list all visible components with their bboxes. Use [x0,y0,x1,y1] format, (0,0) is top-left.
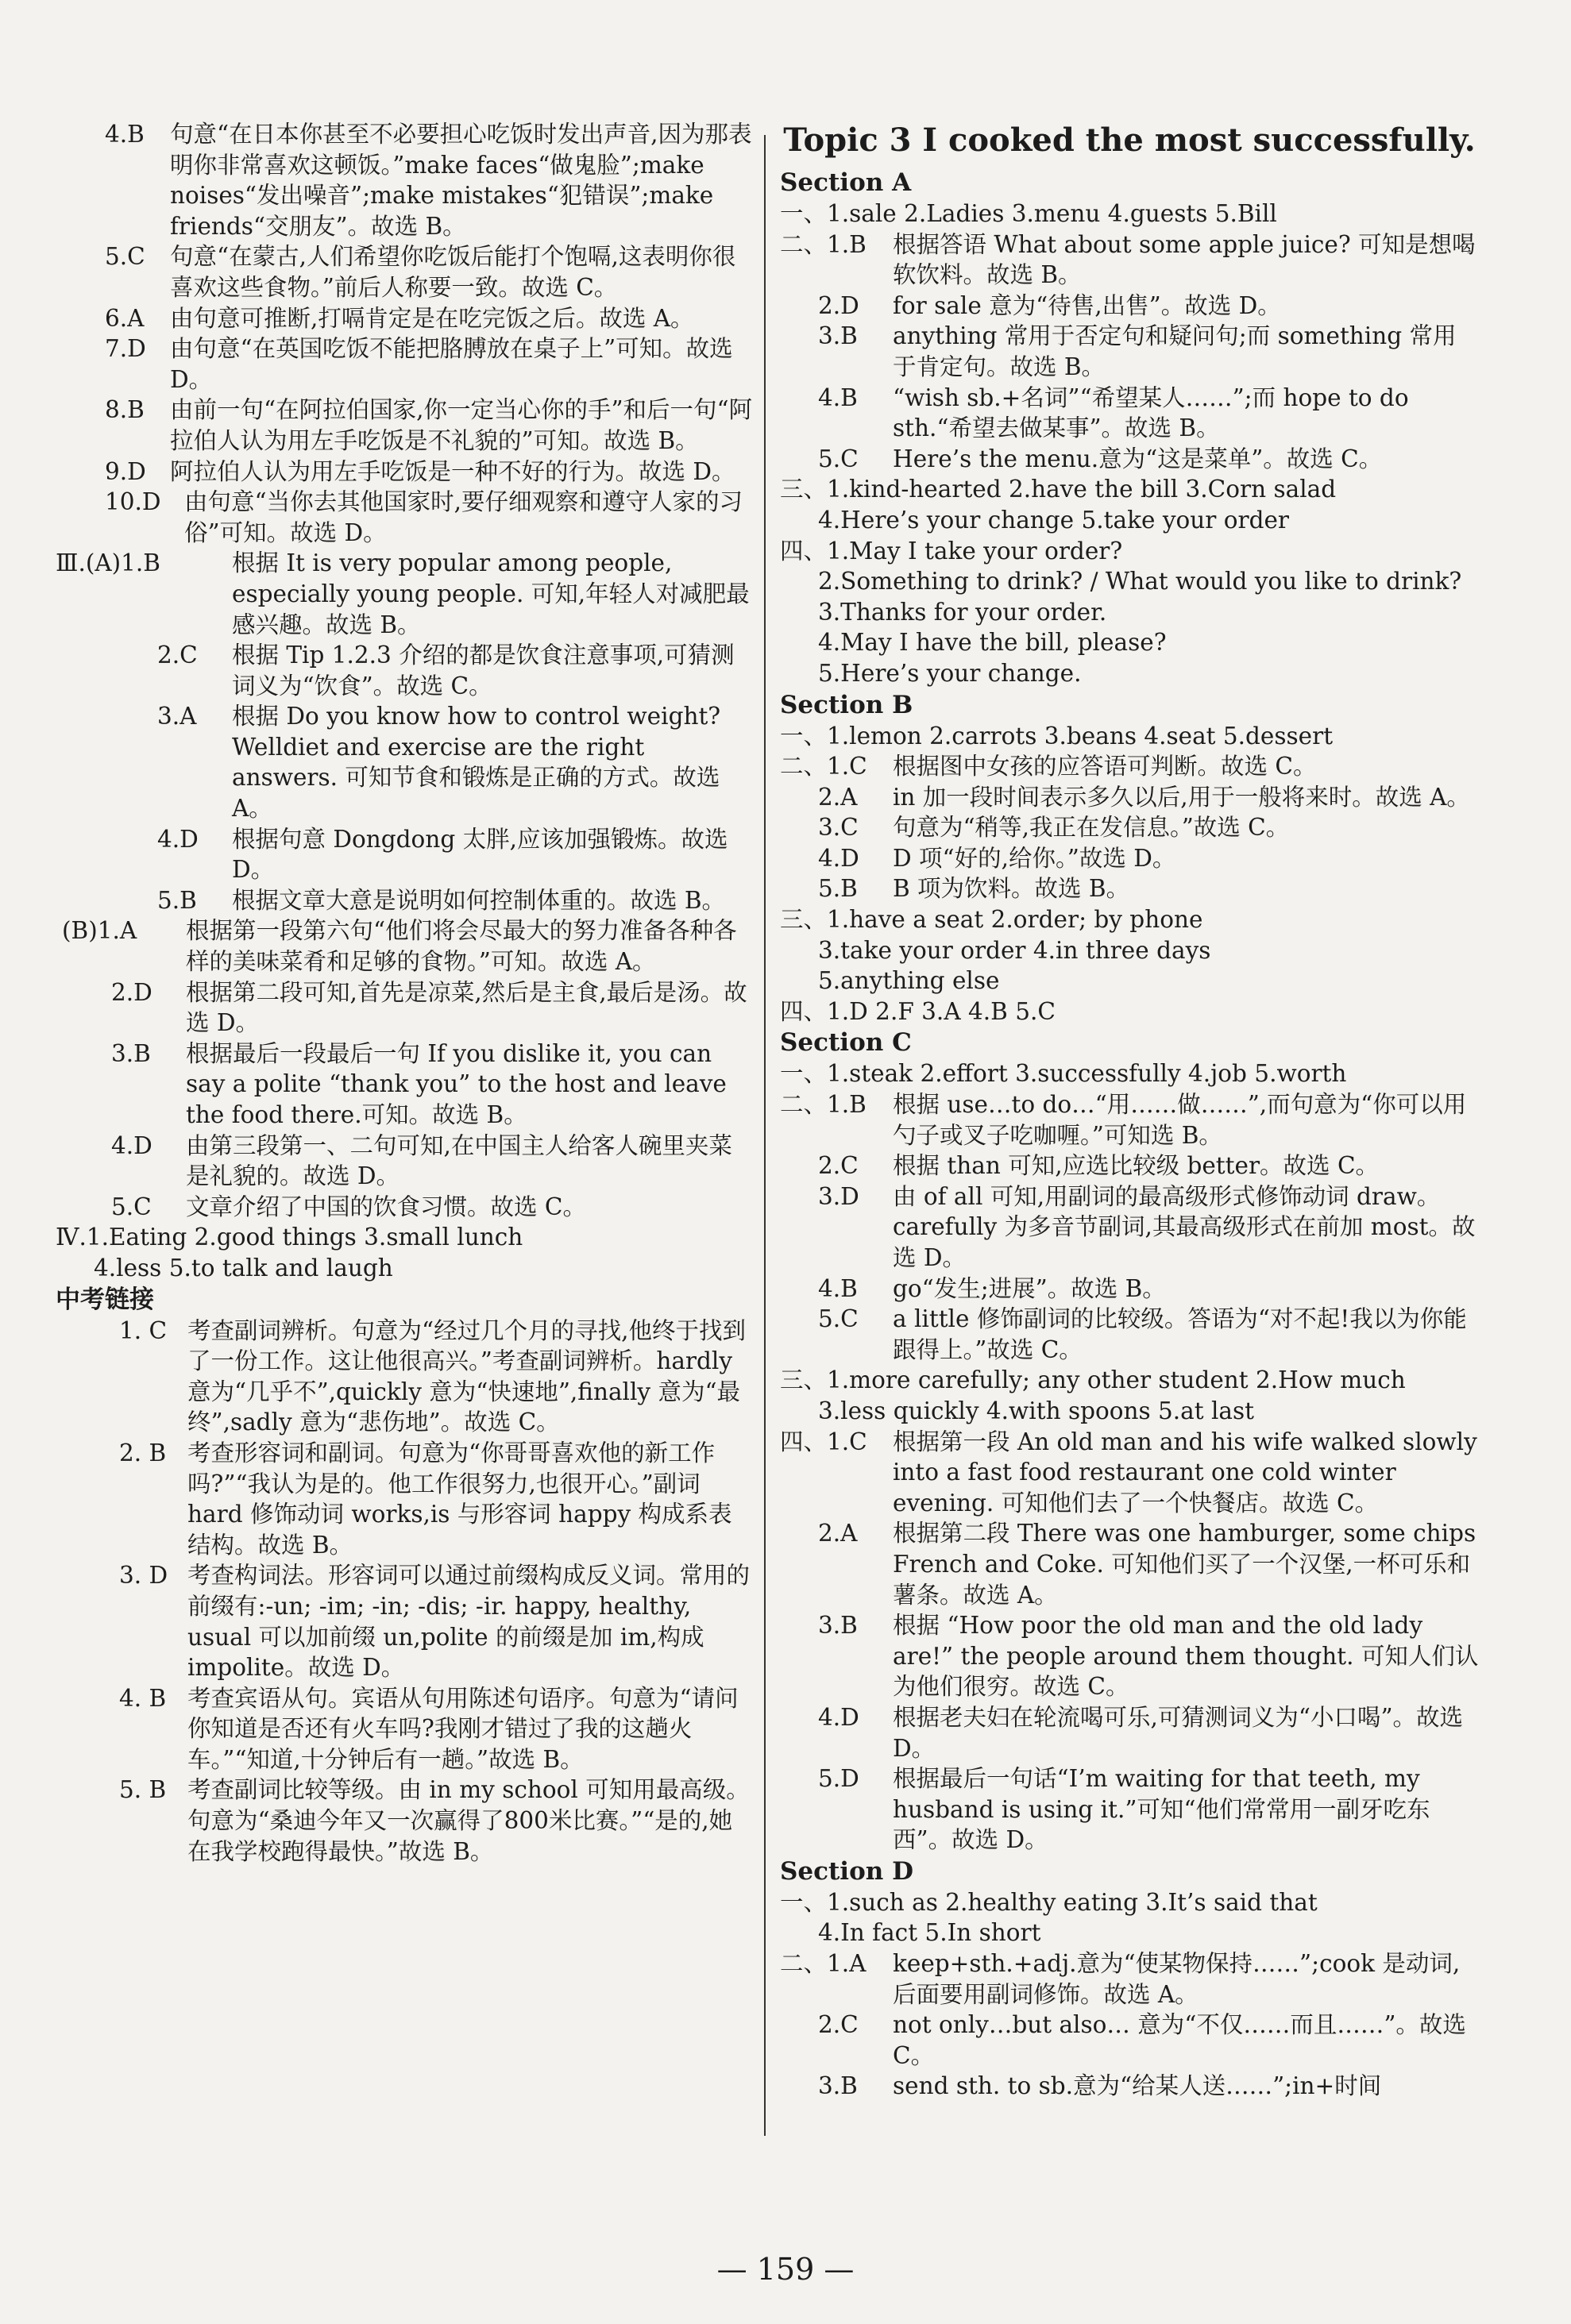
answer-item [56,1192,755,1223]
answer-number: 5.C [111,1193,152,1220]
section-heading: Section A [780,168,912,197]
answer-number: 二、1.C [780,753,867,780]
answer-explanation: “wish sb.+名词”“希望某人……”;而 hope to do sth.“希望去做某事”。故选 B。 [893,383,1409,442]
answer-explanation: 根据 Tip 1.2.3 介绍的都是饮食注意事项,可猜测词义为“饮食”。故选 C。 [232,642,735,700]
answer-explanation: for sale 意为“待售,出售”。故选 D。 [893,291,1281,319]
section-heading: Section B [780,690,913,719]
answer-number: Ⅲ.(A)1.B [56,549,160,577]
answer-item [56,885,755,916]
answer-number: 9.D [105,457,146,485]
answer-item [56,1560,755,1682]
answer-explanation: 根据第一段 An old man and his wife walked slowly into a fast food restaurant one cold winter evening. 可知他们去了一个快餐店。故选 C。 [893,1428,1477,1517]
answer-number: 4.D [157,825,199,853]
answer-explanation: 由句意“当你去其他国家时,要仔细观察和遵守人家的习俗”可知。故选 D。 [184,488,743,546]
answer-item [780,321,1479,382]
answer-explanation: 考查形容词和副词。句意为“你哥哥喜欢他的新工作吗?”“我认为是的。他工作很努力,也很开心。”副词 hard 修饰动词 works,is 与形容词 happy 构成系表结构。故选 B。 [187,1439,732,1559]
answer-line: 三、1.have a seat 2.order; by phone [780,906,1203,934]
answer-item [56,1039,755,1131]
answer-number: 2.D [111,978,152,1006]
answer-number: 4.D [818,844,859,872]
answer-number: 5.C [818,1305,859,1333]
answer-number: 2.A [818,783,858,811]
answer-number: 四、1.C [780,1428,867,1455]
answer-item [780,1150,1479,1181]
section-heading: Section D [780,1856,913,1886]
answer-item [56,915,755,977]
answer-item [56,1775,755,1867]
answer-item [56,1131,755,1192]
answer-item [780,1274,1479,1305]
answer-number: 4.B [818,383,858,411]
answer-item [56,241,755,303]
answer-number: 2.A [818,1520,858,1547]
answer-explanation: 根据 use…to do…“用……做……”,而句意为“你可以用勺子或叉子吃咖喱。”可知选 B。 [893,1091,1467,1149]
answer-explanation: 由句意可推断,打嗝肯定是在吃完饭之后。故选 A。 [170,304,694,332]
answer-number: 3.B [111,1039,151,1067]
answer-line: 三、1.more carefully; any other student 2.How much [780,1366,1406,1394]
answer-line: 3.less quickly 4.with spoons 5.at last [818,1397,1254,1424]
answer-item [780,1089,1479,1150]
answer-explanation: 文章介绍了中国的饮食习惯。故选 C。 [186,1193,586,1220]
answer-item [56,303,755,334]
answer-item [56,640,755,701]
answer-explanation: keep+sth.+adj.意为“使某物保持……”;cook 是动词,后面要用副词修饰。故选 A。 [893,1950,1461,2008]
topic-title: Topic 3 I cooked the most successfully. [783,121,1476,159]
answer-number: 5.D [818,1765,859,1793]
answer-item [780,229,1479,291]
answer-explanation: 根据图中女孩的应答语可判断。故选 C。 [893,753,1317,780]
answer-item [56,824,755,885]
answer-explanation: 根据老夫妇在轮流喝可乐,可猜测词义为“小口喝”。故选 D。 [893,1703,1464,1762]
answer-line: 4.In fact 5.In short [818,1919,1041,1947]
answer-number: 2.C [157,642,198,669]
answer-explanation: 根据文章大意是说明如何控制体重的。故选 B。 [232,886,726,914]
answer-explanation: 由句意“在英国吃饭不能把胳膊放在桌子上”可知。故选 D。 [170,335,733,393]
answer-number: 二、1.B [780,1091,867,1119]
answer-explanation: 根据句意 Dongdong 太胖,应该加强锻炼。故选 D。 [232,825,728,884]
answer-number: 2.C [818,1152,859,1180]
answer-item [780,873,1479,904]
answer-number: 1. C [119,1316,168,1344]
answer-number: 4. B [119,1684,167,1712]
answer-explanation: 由 of all 可知,用副词的最高级形式修饰动词 draw。carefully 为多音节副词,其最高级形式在前加 most。故选 D。 [893,1182,1476,1271]
right-column [780,119,1479,2102]
answer-number: 3.C [818,814,859,842]
answer-item [56,977,755,1039]
answer-explanation: B 项为饮料。故选 B。 [893,875,1130,903]
answer-explanation: 根据 Do you know how to control weight? Welldiet and exercise are the right answers. 可知节食和锻炼是正确的方式。故选 A。 [232,703,721,823]
answer-item [780,444,1479,475]
answer-explanation: a little 修饰副词的比较级。答语为“对不起!我以为你能跟得上。”故选 C。 [893,1305,1467,1363]
answer-explanation: 考查宾语从句。宾语从句用陈述句语序。句意为“请问你知道是否还有火车吗?我刚才错过了我的这趟火车。”“知道,十分钟后有一趟。”故选 B。 [187,1684,739,1773]
answer-number: 3.D [818,1182,859,1210]
answer-explanation: 阿拉伯人认为用左手吃饭是一种不好的行为。故选 D。 [170,457,735,485]
answer-explanation: in 加一段时间表示多久以后,用于一般将来时。故选 A。 [893,783,1470,811]
answer-number: 10.D [105,488,161,516]
answer-explanation: send sth. to sb.意为“给某人送……”;in+时间 [893,2072,1382,2100]
answer-explanation: 由第三段第一、二句可知,在中国主人给客人碗里夹菜是礼貌的。故选 D。 [186,1131,732,1190]
answer-item [780,1427,1479,1519]
answer-number: 2. B [119,1439,167,1466]
left-column [56,119,755,1867]
answer-line: 一、1.steak 2.effort 3.successfully 4.job 5.worth [780,1060,1347,1088]
answer-number: 5.C [105,243,145,271]
answer-item [780,2071,1479,2102]
answer-item [780,782,1479,813]
answer-number: 二、1.B [780,230,867,258]
answer-line: 3.take your order 4.in three days [818,936,1211,964]
answer-item [56,395,755,456]
answer-explanation: 根据第一段第六句“他们将会尽最大的努力准备各种各样的美味菜肴和足够的食物。”可知。故选 A。 [186,917,737,976]
answer-explanation: 句意“在日本你甚至不必要担心吃饭时发出声音,因为那表明你非常喜欢这顿饭。”make faces“做鬼脸”;make noises“发出噪音”;make mistakes“犯错误”;make friends“交朋友”。故选 B。 [170,121,752,240]
answer-item [780,843,1479,874]
answer-line: 2.Something to drink? / What would you like to drink? [818,568,1462,595]
answer-explanation: 句意“在蒙古,人们希望你吃饭后能打个饱嗝,这表明你很喜欢这些食物。”前后人称要一致。故选 C。 [170,243,736,301]
answer-line: 4.Here’s your change 5.take your order [818,506,1290,534]
answer-number: 4.B [818,1274,858,1302]
answer-explanation: 根据第二段 There was one hamburger, some chips French and Coke. 可知他们买了一个汉堡,一杯可乐和薯条。故选 A。 [893,1520,1476,1609]
answer-line: Ⅳ.1.Eating 2.good things 3.small lunch [56,1224,523,1251]
answer-number: 8.B [105,396,145,424]
answer-item [56,333,755,395]
answer-line: 5.Here’s your change. [818,659,1082,687]
answer-item [56,1316,755,1438]
answer-item [780,1702,1479,1763]
answer-explanation: go“发生;进展”。故选 B。 [893,1274,1166,1302]
answer-line: 5.anything else [818,967,1000,995]
answer-item [780,812,1479,843]
answer-item [780,751,1479,782]
answer-line: 一、1.lemon 2.carrots 3.beans 4.seat 5.dessert [780,722,1334,750]
answer-number: 二、1.A [780,1950,867,1978]
answer-line: 三、1.kind-hearted 2.have the bill 3.Corn salad [780,476,1337,503]
answer-explanation: not only…but also… 意为“不仅……而且……”。故选 C。 [893,2011,1466,2069]
answer-explanation: Here’s the menu.意为“这是菜单”。故选 C。 [893,445,1383,472]
answer-number: 4.D [111,1131,152,1159]
answer-number: 4.D [818,1703,859,1731]
answer-explanation: 由前一句“在阿拉伯国家,你一定当心你的手”和后一句“阿拉伯人认为用左手吃饭是不礼貌的”可知。故选 B。 [170,396,753,454]
answer-item [56,1438,755,1560]
answer-explanation: 根据 than 可知,应选比较级 better。故选 C。 [893,1152,1380,1180]
section-heading: 中考链接 [56,1285,154,1314]
answer-item [780,1763,1479,1856]
answer-item [780,291,1479,322]
answer-explanation: 根据 “How poor the old man and the old lady are!” the people around them thought. 可知人们认为他们很穷。故选 C。 [893,1612,1479,1701]
answer-number: 3.B [818,1612,858,1640]
answer-explanation: 根据第二段可知,首先是凉菜,然后是主食,最后是汤。故选 D。 [186,978,747,1037]
answer-number: 6.A [105,304,145,332]
answer-line: 一、1.sale 2.Ladies 3.menu 4.guests 5.Bill [780,200,1277,227]
answer-line: 一、1.such as 2.healthy eating 3.It’s said that [780,1888,1318,1916]
answer-line: 3.Thanks for your order. [818,598,1107,626]
answer-line: 四、1.May I take your order? [780,537,1123,565]
answer-explanation: 根据答语 What about some apple juice? 可知是想喝软饮料。故选 B。 [893,230,1476,289]
answer-explanation: 句意为“稍等,我正在发信息。”故选 C。 [893,814,1290,842]
answer-number: 3.A [157,703,197,730]
answer-item [780,1518,1479,1610]
answer-item [780,2010,1479,2071]
answer-explanation: 考查构词法。形容词可以通过前缀构成反义词。常用的前缀有:-un; -im; -in; -dis; -ir. happy, healthy, usual 可以加前缀 un,polite 的前缀是加 im,构成 impolite。故选 D。 [187,1562,751,1682]
answer-number: 3.B [818,2072,858,2100]
answer-number: 5.B [157,886,197,914]
answer-item [780,1304,1479,1365]
answer-explanation: anything 常用于否定句和疑问句;而 something 常用于肯定句。故选 B。 [893,322,1457,380]
answer-line: 四、1.D 2.F 3.A 4.B 5.C [780,997,1056,1025]
answer-number: (B)1.A [62,917,137,945]
answer-explanation: 根据最后一段最后一句 If you dislike it, you can say a polite “thank you” to the host and leave the food there.可知。故选 B。 [186,1039,727,1128]
answer-number: 3. D [119,1562,168,1590]
answer-item [780,1948,1479,2010]
answer-number: 2.D [818,291,859,319]
answer-item [780,1181,1479,1274]
section-heading: Section C [780,1028,912,1058]
answer-explanation: 考查副词辨析。句意为“经过几个月的寻找,他终于找到了一份工作。这让他很高兴。”考查副词辨析。hardly 意为“几乎不”,quickly 意为“快速地”,finally 意为“最终”,sadly 意为“悲伤地”。故选 C。 [187,1316,746,1436]
answer-item [56,487,755,548]
answer-number: 2.C [818,2011,859,2039]
answer-number: 5. B [119,1776,167,1804]
answer-item [780,383,1479,444]
answer-explanation: 根据最后一句话“I’m waiting for that teeth, my husband is using it.”可知“他们常常用一副牙吃东西”。故选 D。 [893,1765,1430,1854]
answer-explanation: D 项“好的,给你。”故选 D。 [893,844,1176,872]
answer-line: 4.May I have the bill, please? [818,629,1167,657]
column-divider [764,135,766,2136]
answer-line: 4.less 5.to talk and laugh [94,1254,393,1281]
answer-item [56,457,755,488]
answer-number: 7.D [105,335,146,363]
answer-item [56,119,755,241]
answer-explanation: 根据 It is very popular among people, especially young people. 可知,年轻人对减肥最感兴趣。故选 B。 [232,549,750,638]
answer-item [780,1610,1479,1702]
answer-number: 4.B [105,121,145,148]
answer-item [56,548,755,640]
answer-item [56,701,755,823]
answer-explanation: 考查副词比较等级。由 in my school 可知用最高级。句意为“桑迪今年又一次赢得了800米比赛。”“是的,她在我学校跑得最快。”故选 B。 [187,1776,750,1865]
answer-item [56,1683,755,1775]
answer-number: 3.B [818,322,858,350]
answer-number: 5.C [818,445,859,472]
answer-number: 5.B [818,875,858,903]
page-number: — 159 — [716,2252,855,2287]
